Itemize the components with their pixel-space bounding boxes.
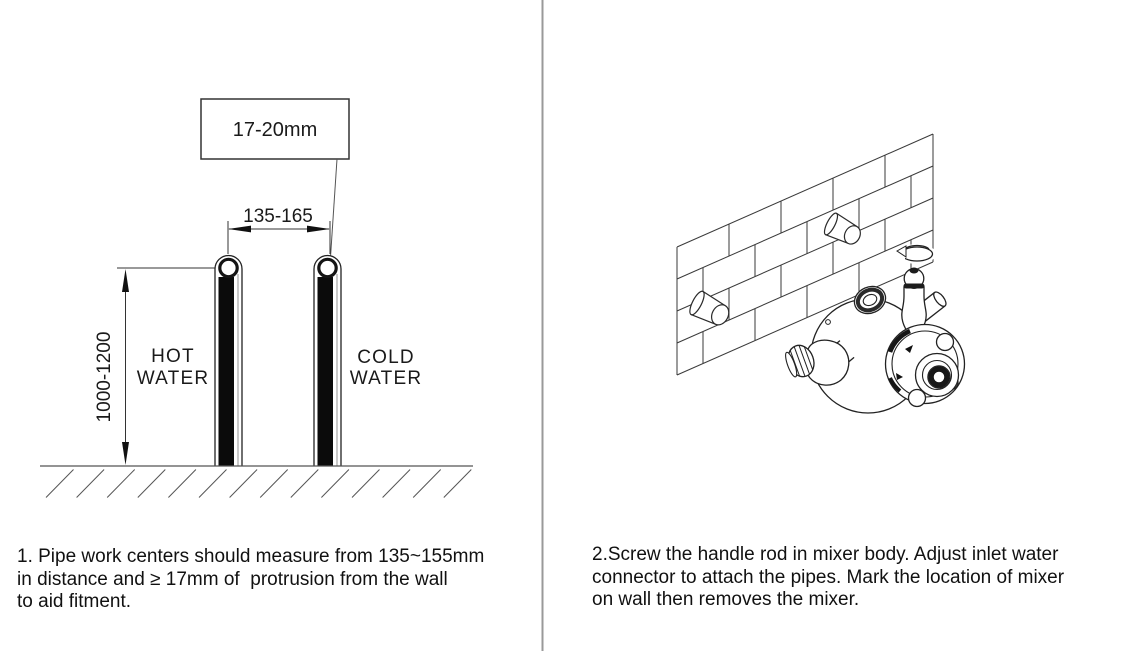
pipe-end-fitting [220, 259, 237, 276]
step1-instruction [17, 546, 532, 614]
mixer-valve [782, 244, 964, 413]
body-pin-hole [826, 320, 831, 325]
inlet-elbow-connector [782, 340, 854, 385]
mixer-wall-drawing [677, 134, 965, 413]
step1-line3: to aid fitment. [17, 591, 132, 612]
cartridge-knob-top [937, 334, 954, 351]
pipe-height-label: 1000-1200 [94, 331, 115, 423]
pipe-spacing-label: 135-165 [243, 206, 313, 227]
svg-text:COLD: COLD [357, 347, 415, 368]
wall-pipe-stub-left [687, 289, 733, 330]
cold-water-pipe [314, 256, 341, 467]
hot-water-pipe [215, 256, 242, 467]
step2-instruction [592, 544, 1122, 612]
callout-leader-line [331, 159, 338, 257]
protrusion-callout [201, 99, 349, 257]
step2-line2: connector to attach the pipes. Mark the location of mixer [592, 566, 1065, 588]
protrusion-label: 17-20mm [232, 119, 318, 141]
svg-text:WATER: WATER [349, 368, 423, 389]
step2-line3: on wall then removes the mixer. [592, 589, 860, 610]
wall-pipe-stub-right [822, 211, 865, 249]
hot-water-label [137, 346, 210, 389]
pipe-rough-in-diagram [40, 99, 473, 498]
step1-line1: 1. Pipe work centers should measure from 135~155mm [17, 546, 485, 567]
pipe-spacing-dimension [228, 206, 330, 254]
svg-text:HOT: HOT [151, 346, 195, 367]
ground-hatching [40, 466, 473, 498]
rotation-arrow-icon [897, 244, 936, 264]
step1-line2: in distance and ≥ 17mm of protrusion from the wall [17, 568, 448, 590]
pipe-end-fitting [319, 259, 336, 276]
cold-water-label [350, 347, 423, 389]
step2-line1: 2.Screw the handle rod in mixer body. Adjust inlet water [592, 544, 1059, 565]
svg-text:WATER: WATER [136, 368, 210, 389]
